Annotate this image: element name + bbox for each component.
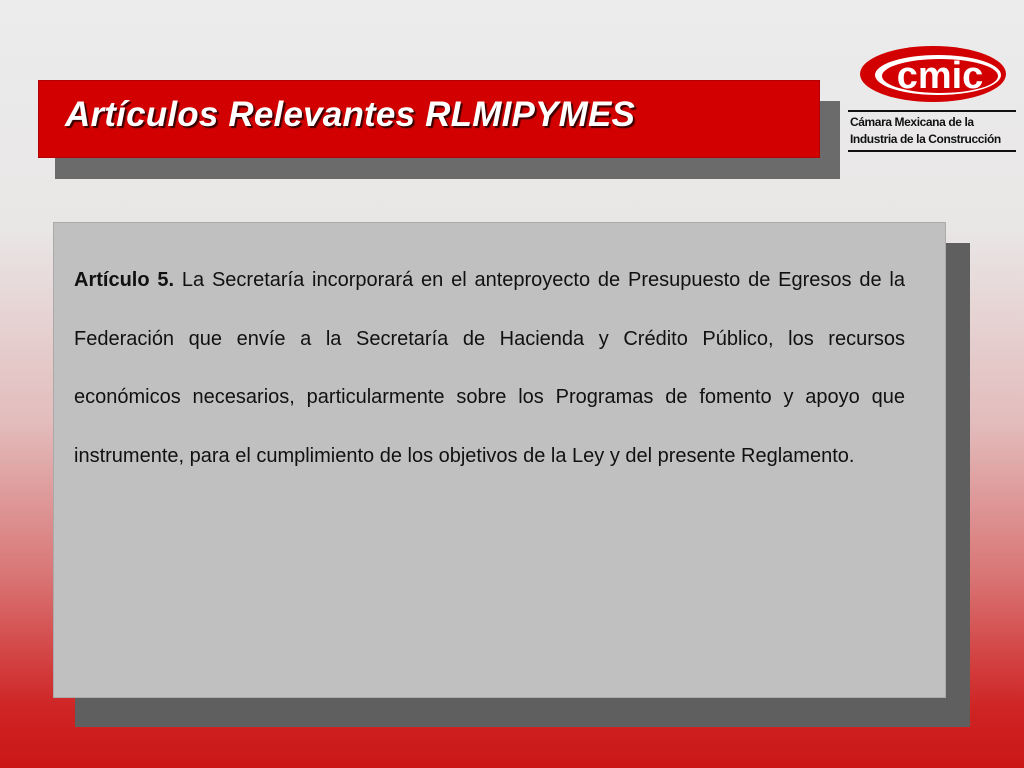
logo-acronym: cmic <box>896 55 984 97</box>
article-paragraph <box>74 251 905 485</box>
title-banner <box>38 80 820 158</box>
logo-line-1: Cámara Mexicana de la <box>850 115 974 129</box>
article-label: Artículo 5. <box>74 269 175 291</box>
logo-caption <box>848 110 1016 152</box>
article-body: La Secretaría incorporará en el anteproyecto de Presupuesto de Egresos de la Federación que envíe a la Secretaría de Hacienda y Crédito Público, los recursos económicos necesarios, particularmente sobre los Programas de fomento y apoyo que instrumente, para el cumplimiento de los objetivos de la Ley y del presente Reglamento. <box>74 269 905 467</box>
content-panel <box>53 222 946 698</box>
cmic-logo-mark <box>858 44 1008 104</box>
cmic-logo <box>848 44 1018 154</box>
logo-line-2: Industria de la Construcción <box>850 132 1001 146</box>
slide-title: Artículos Relevantes RLMIPYMES <box>65 95 636 134</box>
